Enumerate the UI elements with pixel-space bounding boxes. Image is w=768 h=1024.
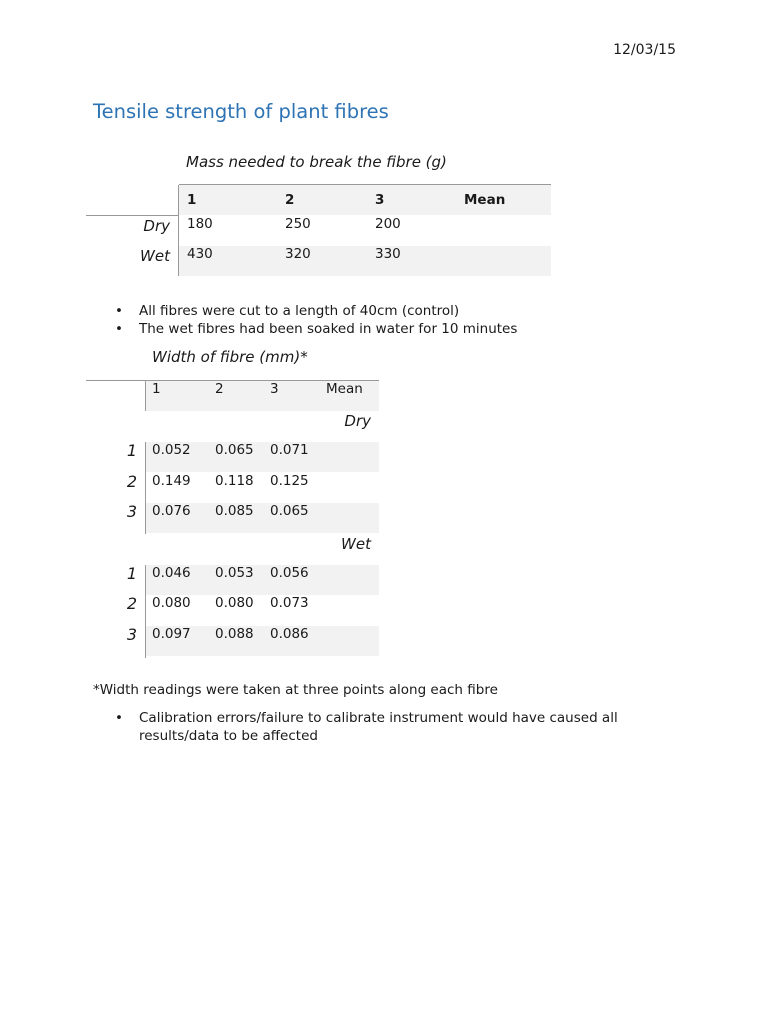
table2-cell: 0.097 — [152, 626, 191, 642]
table1-header-row — [179, 185, 551, 215]
table2-group-label: Dry — [344, 412, 371, 430]
table1-cell: 330 — [375, 246, 401, 262]
table2-row-label: 3 — [126, 502, 137, 521]
table2-row-label: 3 — [126, 625, 137, 644]
table2-row-label: 2 — [126, 472, 137, 491]
table2-cell: 0.053 — [215, 565, 254, 581]
table-row — [146, 565, 379, 595]
table2-cell: 0.085 — [215, 503, 254, 519]
table1-cell: 320 — [285, 246, 311, 262]
list-item: • Calibration errors/failure to calibrate instrument would have caused all results/data to be affected — [115, 709, 655, 745]
table2-header-row — [146, 381, 379, 411]
table-row — [179, 216, 551, 246]
footnote: *Width readings were taken at three points along each fibre — [93, 682, 498, 698]
table1-cell: 430 — [187, 246, 213, 262]
table1-caption: Mass needed to break the fibre (g) — [186, 153, 447, 171]
table2-row-label: 2 — [126, 594, 137, 613]
table1-header-cell: Mean — [464, 192, 506, 208]
table2-cell: 0.088 — [215, 626, 254, 642]
table2-header-cell: Mean — [326, 381, 363, 397]
table2-cell: 0.073 — [270, 595, 309, 611]
table2-cell: 0.056 — [270, 565, 309, 581]
table-row — [146, 473, 379, 503]
table2-cell: 0.080 — [152, 595, 191, 611]
table2-row-label: 1 — [126, 564, 137, 583]
table1-cell: 180 — [187, 216, 213, 232]
table2-cell: 0.052 — [152, 442, 191, 458]
table2-cell: 0.086 — [270, 626, 309, 642]
notes-list — [115, 302, 517, 338]
table2-caption: Width of fibre (mm)* — [152, 348, 308, 366]
table2-row-label: 1 — [126, 441, 137, 460]
table2-cell: 0.065 — [270, 503, 309, 519]
table-row — [146, 595, 379, 625]
table2-cell: 0.046 — [152, 565, 191, 581]
table2-cell: 0.118 — [215, 473, 254, 489]
table2-cell: 0.065 — [215, 442, 254, 458]
table2-cell: 0.125 — [270, 473, 309, 489]
table1-header-cell: 3 — [375, 192, 385, 208]
list-item: • The wet fibres had been soaked in water for 10 minutes — [115, 320, 517, 338]
list-item: • All fibres were cut to a length of 40cm (control) — [115, 302, 517, 320]
table2-header-cell: 3 — [270, 381, 279, 397]
table2-header-cell: 2 — [215, 381, 224, 397]
table2-cell: 0.071 — [270, 442, 309, 458]
table2-group-label: Wet — [341, 535, 371, 553]
page-title: Tensile strength of plant fibres — [93, 100, 389, 123]
date: 12/03/15 — [613, 42, 676, 58]
table-row — [179, 246, 551, 276]
table2-cell: 0.076 — [152, 503, 191, 519]
table-row — [146, 503, 379, 533]
table-row — [146, 442, 379, 472]
table1-row-label: Wet — [140, 247, 170, 265]
table1-header-cell: 2 — [285, 192, 295, 208]
table1-header-cell: 1 — [187, 192, 197, 208]
table2-cell: 0.149 — [152, 473, 191, 489]
table1-row-label: Dry — [143, 217, 170, 235]
table1-cell: 200 — [375, 216, 401, 232]
conclusions-list — [115, 709, 655, 745]
table1-cell: 250 — [285, 216, 311, 232]
table2-header-cell: 1 — [152, 381, 161, 397]
table-row — [146, 626, 379, 656]
table2-cell: 0.080 — [215, 595, 254, 611]
